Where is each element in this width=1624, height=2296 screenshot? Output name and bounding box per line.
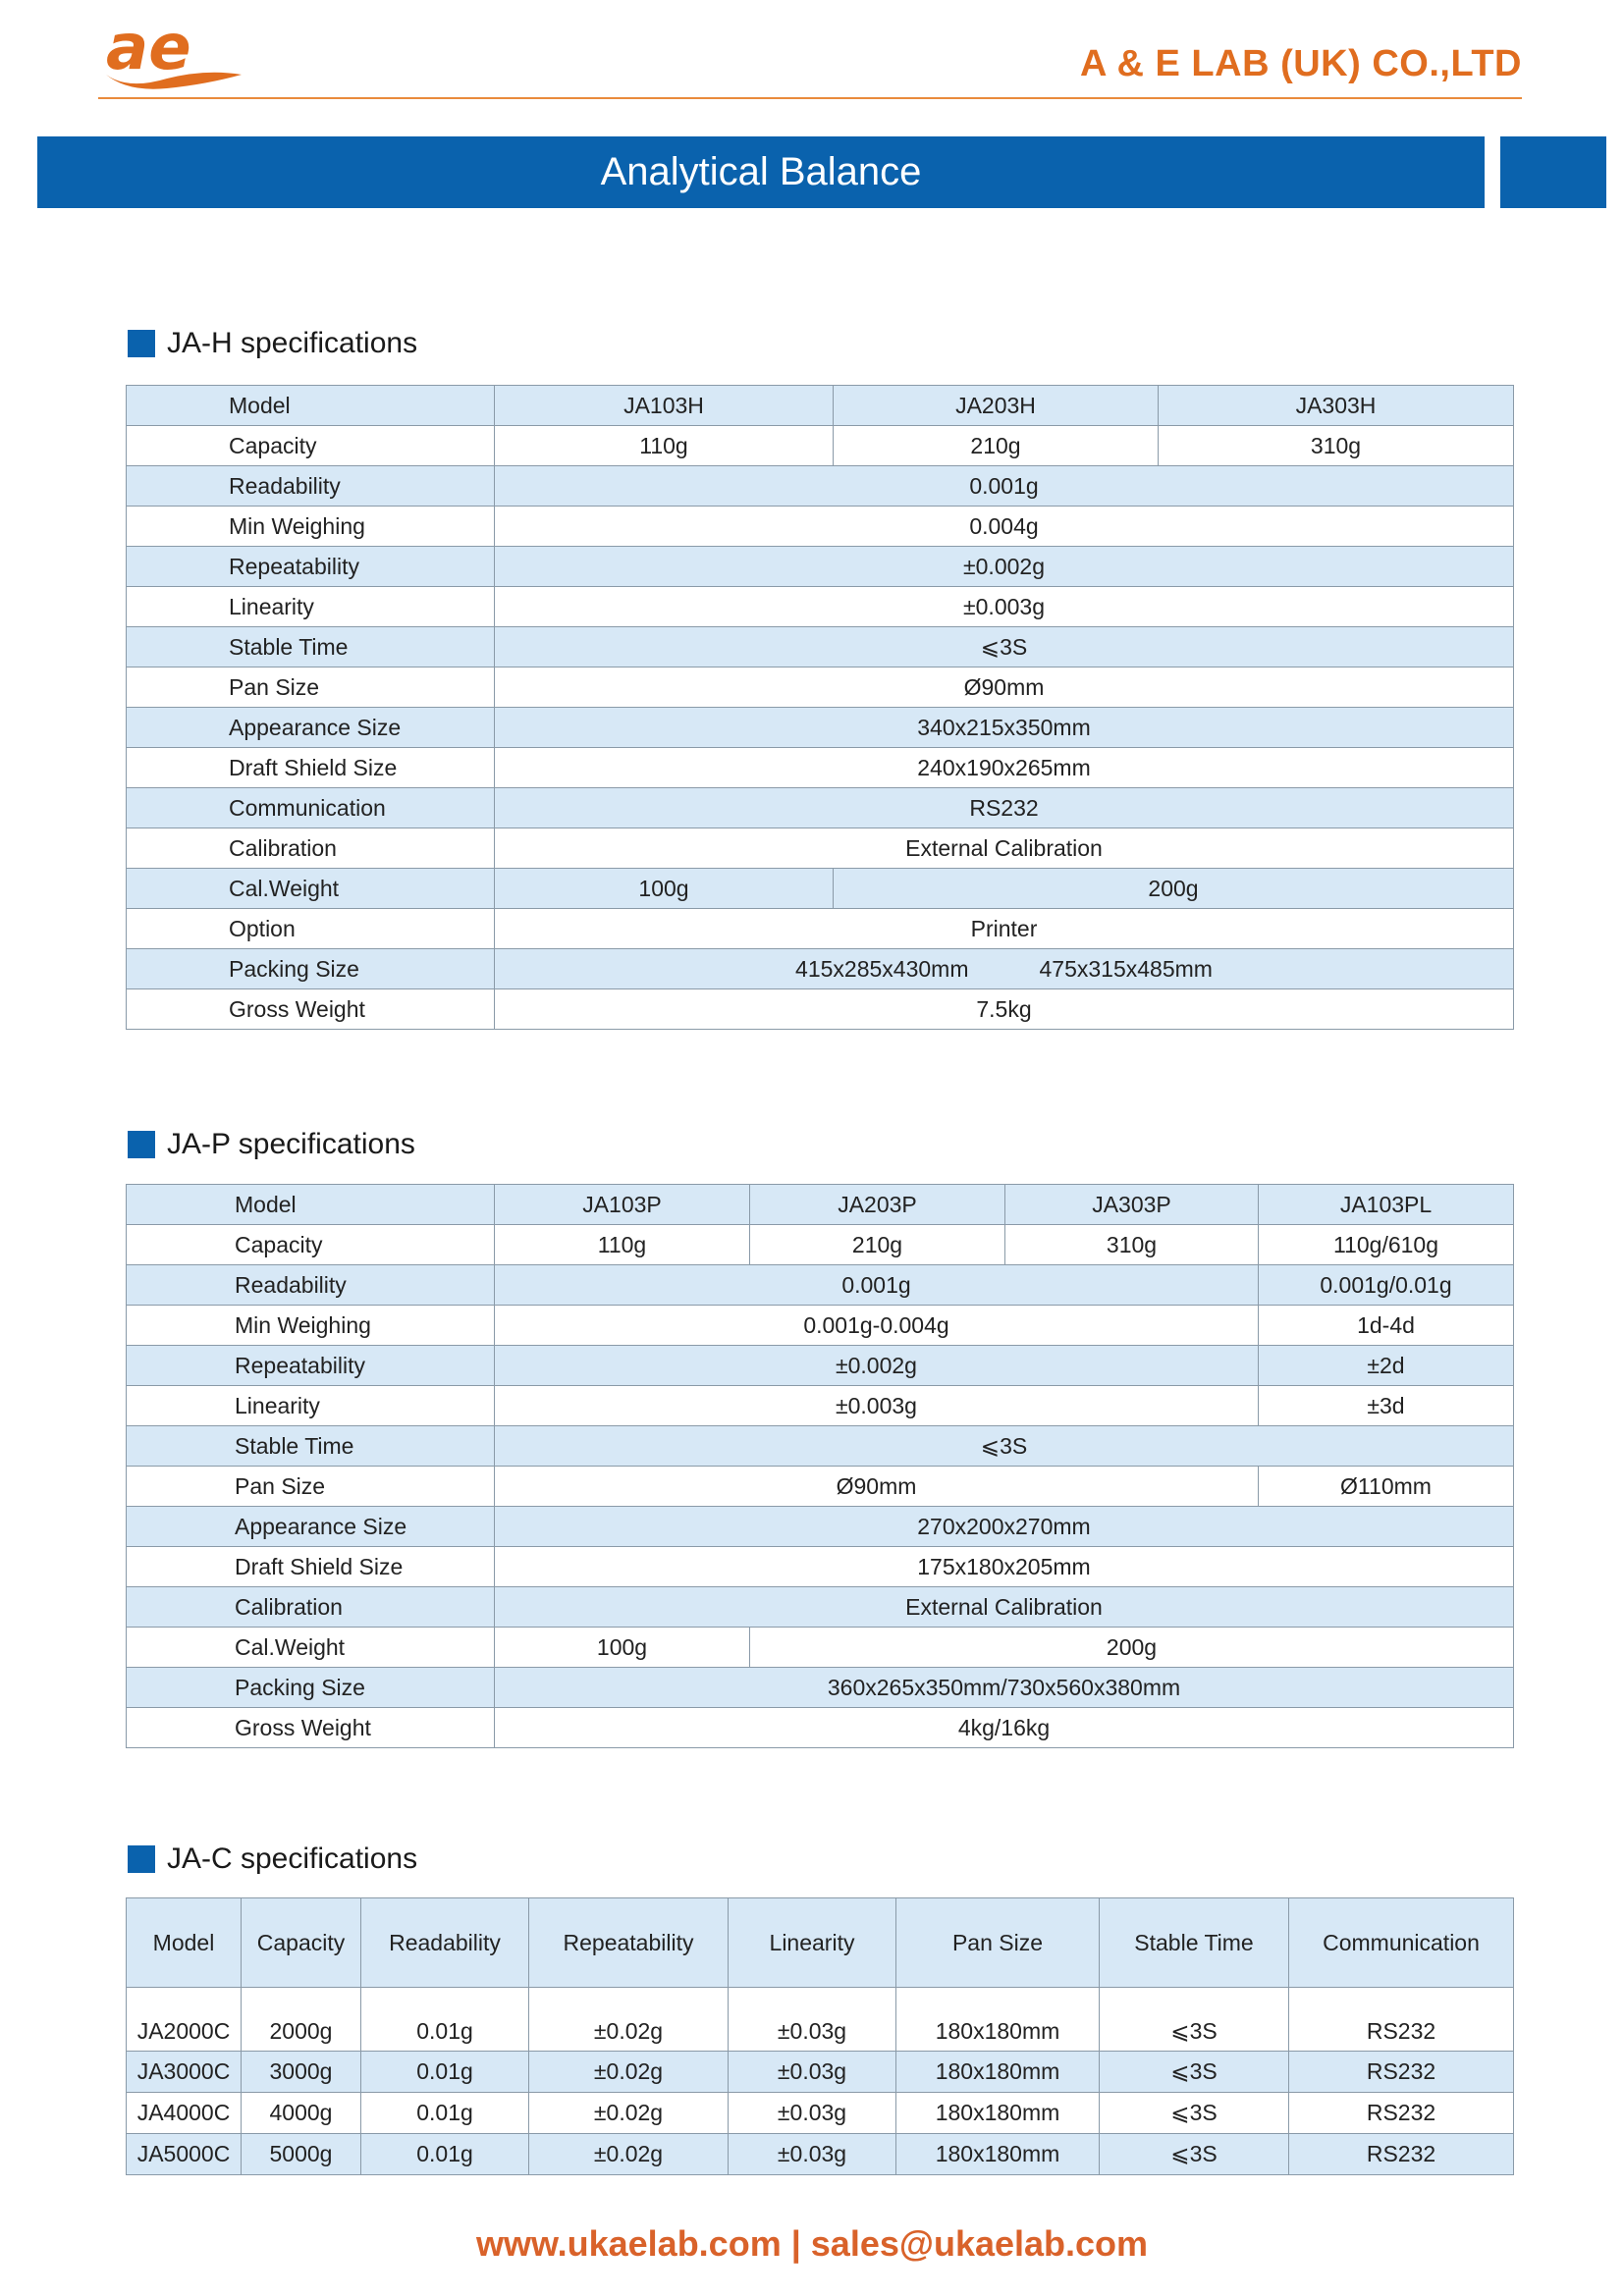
cell: JA103H xyxy=(495,386,834,426)
cell: ±0.02g xyxy=(529,1988,729,2052)
column-header: Pan Size xyxy=(896,1898,1100,1988)
row-label: Capacity xyxy=(127,1225,495,1265)
cell: 0.01g xyxy=(361,1988,529,2052)
table-row xyxy=(127,1668,1514,1708)
section-bullet-icon xyxy=(128,1845,155,1873)
cell: JA303P xyxy=(1005,1185,1259,1225)
cell: 0.01g xyxy=(361,2093,529,2134)
cell: ±0.002g xyxy=(495,547,1514,587)
table-row xyxy=(127,748,1514,788)
cell: 200g xyxy=(750,1628,1514,1668)
table-row xyxy=(127,869,1514,909)
section-heading-jah xyxy=(128,327,417,360)
cell: 200g xyxy=(834,869,1514,909)
cell: JA303H xyxy=(1159,386,1514,426)
section-title: JA-H specifications xyxy=(167,327,418,359)
table-row xyxy=(127,1306,1514,1346)
row-label: Calibration xyxy=(127,1587,495,1628)
table-row xyxy=(127,1988,1514,2052)
table-row xyxy=(127,1708,1514,1748)
row-label: Readability xyxy=(127,1265,495,1306)
table-header-row xyxy=(127,1898,1514,1988)
row-label: Model xyxy=(127,1185,495,1225)
cell: JA103P xyxy=(495,1185,750,1225)
row-label: Packing Size xyxy=(127,1668,495,1708)
table-row xyxy=(127,627,1514,667)
row-label: Min Weighing xyxy=(127,507,495,547)
cell: ±3d xyxy=(1259,1386,1514,1426)
cell: 210g xyxy=(834,426,1159,466)
cell: 310g xyxy=(1159,426,1514,466)
column-header: Model xyxy=(127,1898,242,1988)
cell: Ø90mm xyxy=(495,667,1514,708)
cell: JA103PL xyxy=(1259,1185,1514,1225)
cell: 110g xyxy=(495,1225,750,1265)
cell: 0.004g xyxy=(495,507,1514,547)
cell: RS232 xyxy=(1289,2093,1514,2134)
cell: 0.001g/0.01g xyxy=(1259,1265,1514,1306)
row-label: Option xyxy=(127,909,495,949)
column-header: Repeatability xyxy=(529,1898,729,1988)
section-title: JA-P specifications xyxy=(167,1128,415,1160)
cell: 210g xyxy=(750,1225,1005,1265)
svg-text:ae: ae xyxy=(106,14,191,84)
row-label: Gross Weight xyxy=(127,989,495,1030)
table-row xyxy=(127,1346,1514,1386)
cell: ±0.03g xyxy=(729,1988,896,2052)
cell: JA203H xyxy=(834,386,1159,426)
table-row xyxy=(127,1265,1514,1306)
table-row xyxy=(127,547,1514,587)
row-label: Appearance Size xyxy=(127,708,495,748)
table-row xyxy=(127,386,1514,426)
table-row xyxy=(127,788,1514,828)
cell: 180x180mm xyxy=(896,2093,1100,2134)
cell: 110g/610g xyxy=(1259,1225,1514,1265)
cell xyxy=(495,949,1514,989)
cell: 270x200x270mm xyxy=(495,1507,1514,1547)
cell: RS232 xyxy=(1289,2052,1514,2093)
cell: RS232 xyxy=(1289,1988,1514,2052)
section-title: JA-C specifications xyxy=(167,1842,418,1875)
section-heading-jap xyxy=(128,1128,415,1161)
row-label: Cal.Weight xyxy=(127,1628,495,1668)
cell: ⩽3S xyxy=(495,1426,1514,1467)
banner-tab xyxy=(1500,136,1606,208)
table-row xyxy=(127,587,1514,627)
table-row xyxy=(127,2134,1514,2175)
cell: 180x180mm xyxy=(896,2052,1100,2093)
table-row xyxy=(127,426,1514,466)
row-label: Communication xyxy=(127,788,495,828)
row-label: Gross Weight xyxy=(127,1708,495,1748)
row-label: Model xyxy=(127,386,495,426)
company-logo xyxy=(98,14,245,92)
cell: 0.001g xyxy=(495,1265,1259,1306)
cell: 7.5kg xyxy=(495,989,1514,1030)
cell: Ø90mm xyxy=(495,1467,1259,1507)
cell: JA4000C xyxy=(127,2093,242,2134)
cell: ±2d xyxy=(1259,1346,1514,1386)
cell: 180x180mm xyxy=(896,1988,1100,2052)
cell: 0.01g xyxy=(361,2052,529,2093)
row-label: Calibration xyxy=(127,828,495,869)
row-label: Appearance Size xyxy=(127,1507,495,1547)
cell: 1d-4d xyxy=(1259,1306,1514,1346)
cell: JA2000C xyxy=(127,1988,242,2052)
table-row xyxy=(127,1225,1514,1265)
table-row xyxy=(127,667,1514,708)
row-label: Linearity xyxy=(127,1386,495,1426)
table-row xyxy=(127,2052,1514,2093)
cell: ⩽3S xyxy=(1100,1988,1289,2052)
table-row xyxy=(127,466,1514,507)
cell: ±0.02g xyxy=(529,2052,729,2093)
company-name: A & E LAB (UK) CO.,LTD xyxy=(1079,43,1522,84)
cell: External Calibration xyxy=(495,828,1514,869)
header-divider xyxy=(98,97,1522,99)
table-row xyxy=(127,2093,1514,2134)
table-row xyxy=(127,1426,1514,1467)
jap-spec-table xyxy=(126,1184,1514,1748)
cell: 5000g xyxy=(242,2134,361,2175)
table-row xyxy=(127,1386,1514,1426)
row-label: Repeatability xyxy=(127,1346,495,1386)
cell: 180x180mm xyxy=(896,2134,1100,2175)
cell: Printer xyxy=(495,909,1514,949)
row-label: Packing Size xyxy=(127,949,495,989)
cell: ±0.03g xyxy=(729,2052,896,2093)
row-label: Capacity xyxy=(127,426,495,466)
table-row xyxy=(127,507,1514,547)
jac-spec-table xyxy=(126,1897,1514,2175)
cell: JA3000C xyxy=(127,2052,242,2093)
cell: Ø110mm xyxy=(1259,1467,1514,1507)
cell: 4000g xyxy=(242,2093,361,2134)
section-bullet-icon xyxy=(128,1131,155,1158)
column-header: Linearity xyxy=(729,1898,896,1988)
cell: 240x190x265mm xyxy=(495,748,1514,788)
table-row xyxy=(127,949,1514,989)
cell: JA203P xyxy=(750,1185,1005,1225)
cell: ±0.03g xyxy=(729,2134,896,2175)
cell: 175x180x205mm xyxy=(495,1547,1514,1587)
table-row xyxy=(127,828,1514,869)
row-label: Draft Shield Size xyxy=(127,1547,495,1587)
cell: 360x265x350mm/730x560x380mm xyxy=(495,1668,1514,1708)
cell: 310g xyxy=(1005,1225,1259,1265)
cell: ±0.003g xyxy=(495,587,1514,627)
packing-size-a: 415x285x430mm xyxy=(795,955,969,982)
row-label: Min Weighing xyxy=(127,1306,495,1346)
cell: ⩽3S xyxy=(1100,2134,1289,2175)
table-row xyxy=(127,909,1514,949)
row-label: Readability xyxy=(127,466,495,507)
row-label: Draft Shield Size xyxy=(127,748,495,788)
cell: ±0.002g xyxy=(495,1346,1259,1386)
row-label: Pan Size xyxy=(127,1467,495,1507)
table-row xyxy=(127,989,1514,1030)
cell: 2000g xyxy=(242,1988,361,2052)
row-label: Stable Time xyxy=(127,627,495,667)
page-title: Analytical Balance xyxy=(600,150,922,193)
cell: External Calibration xyxy=(495,1587,1514,1628)
table-row xyxy=(127,708,1514,748)
cell: ⩽3S xyxy=(1100,2052,1289,2093)
cell: RS232 xyxy=(1289,2134,1514,2175)
cell: ±0.02g xyxy=(529,2134,729,2175)
cell: 0.001g xyxy=(495,466,1514,507)
column-header: Readability xyxy=(361,1898,529,1988)
table-row xyxy=(127,1587,1514,1628)
packing-size-b: 475x315x485mm xyxy=(1039,955,1213,982)
cell: 0.01g xyxy=(361,2134,529,2175)
cell: ±0.02g xyxy=(529,2093,729,2134)
cell: 0.001g-0.004g xyxy=(495,1306,1259,1346)
column-header: Capacity xyxy=(242,1898,361,1988)
table-row xyxy=(127,1185,1514,1225)
row-label: Stable Time xyxy=(127,1426,495,1467)
cell: 100g xyxy=(495,869,834,909)
cell: ⩽3S xyxy=(1100,2093,1289,2134)
jah-spec-table xyxy=(126,385,1514,1030)
row-label: Repeatability xyxy=(127,547,495,587)
section-heading-jac xyxy=(128,1842,417,1876)
section-bullet-icon xyxy=(128,330,155,357)
cell: ±0.003g xyxy=(495,1386,1259,1426)
row-label: Cal.Weight xyxy=(127,869,495,909)
column-header: Communication xyxy=(1289,1898,1514,1988)
table-row xyxy=(127,1507,1514,1547)
page-title-banner xyxy=(37,136,1485,208)
cell: 100g xyxy=(495,1628,750,1668)
cell: ±0.03g xyxy=(729,2093,896,2134)
cell: 4kg/16kg xyxy=(495,1708,1514,1748)
table-row xyxy=(127,1547,1514,1587)
row-label: Linearity xyxy=(127,587,495,627)
cell: 110g xyxy=(495,426,834,466)
row-label: Pan Size xyxy=(127,667,495,708)
column-header: Stable Time xyxy=(1100,1898,1289,1988)
cell: 340x215x350mm xyxy=(495,708,1514,748)
cell: 3000g xyxy=(242,2052,361,2093)
cell: RS232 xyxy=(495,788,1514,828)
footer-contact: www.ukaelab.com | sales@ukaelab.com xyxy=(475,2223,1149,2264)
table-row xyxy=(127,1628,1514,1668)
cell: ⩽3S xyxy=(495,627,1514,667)
cell: JA5000C xyxy=(127,2134,242,2175)
table-row xyxy=(127,1467,1514,1507)
